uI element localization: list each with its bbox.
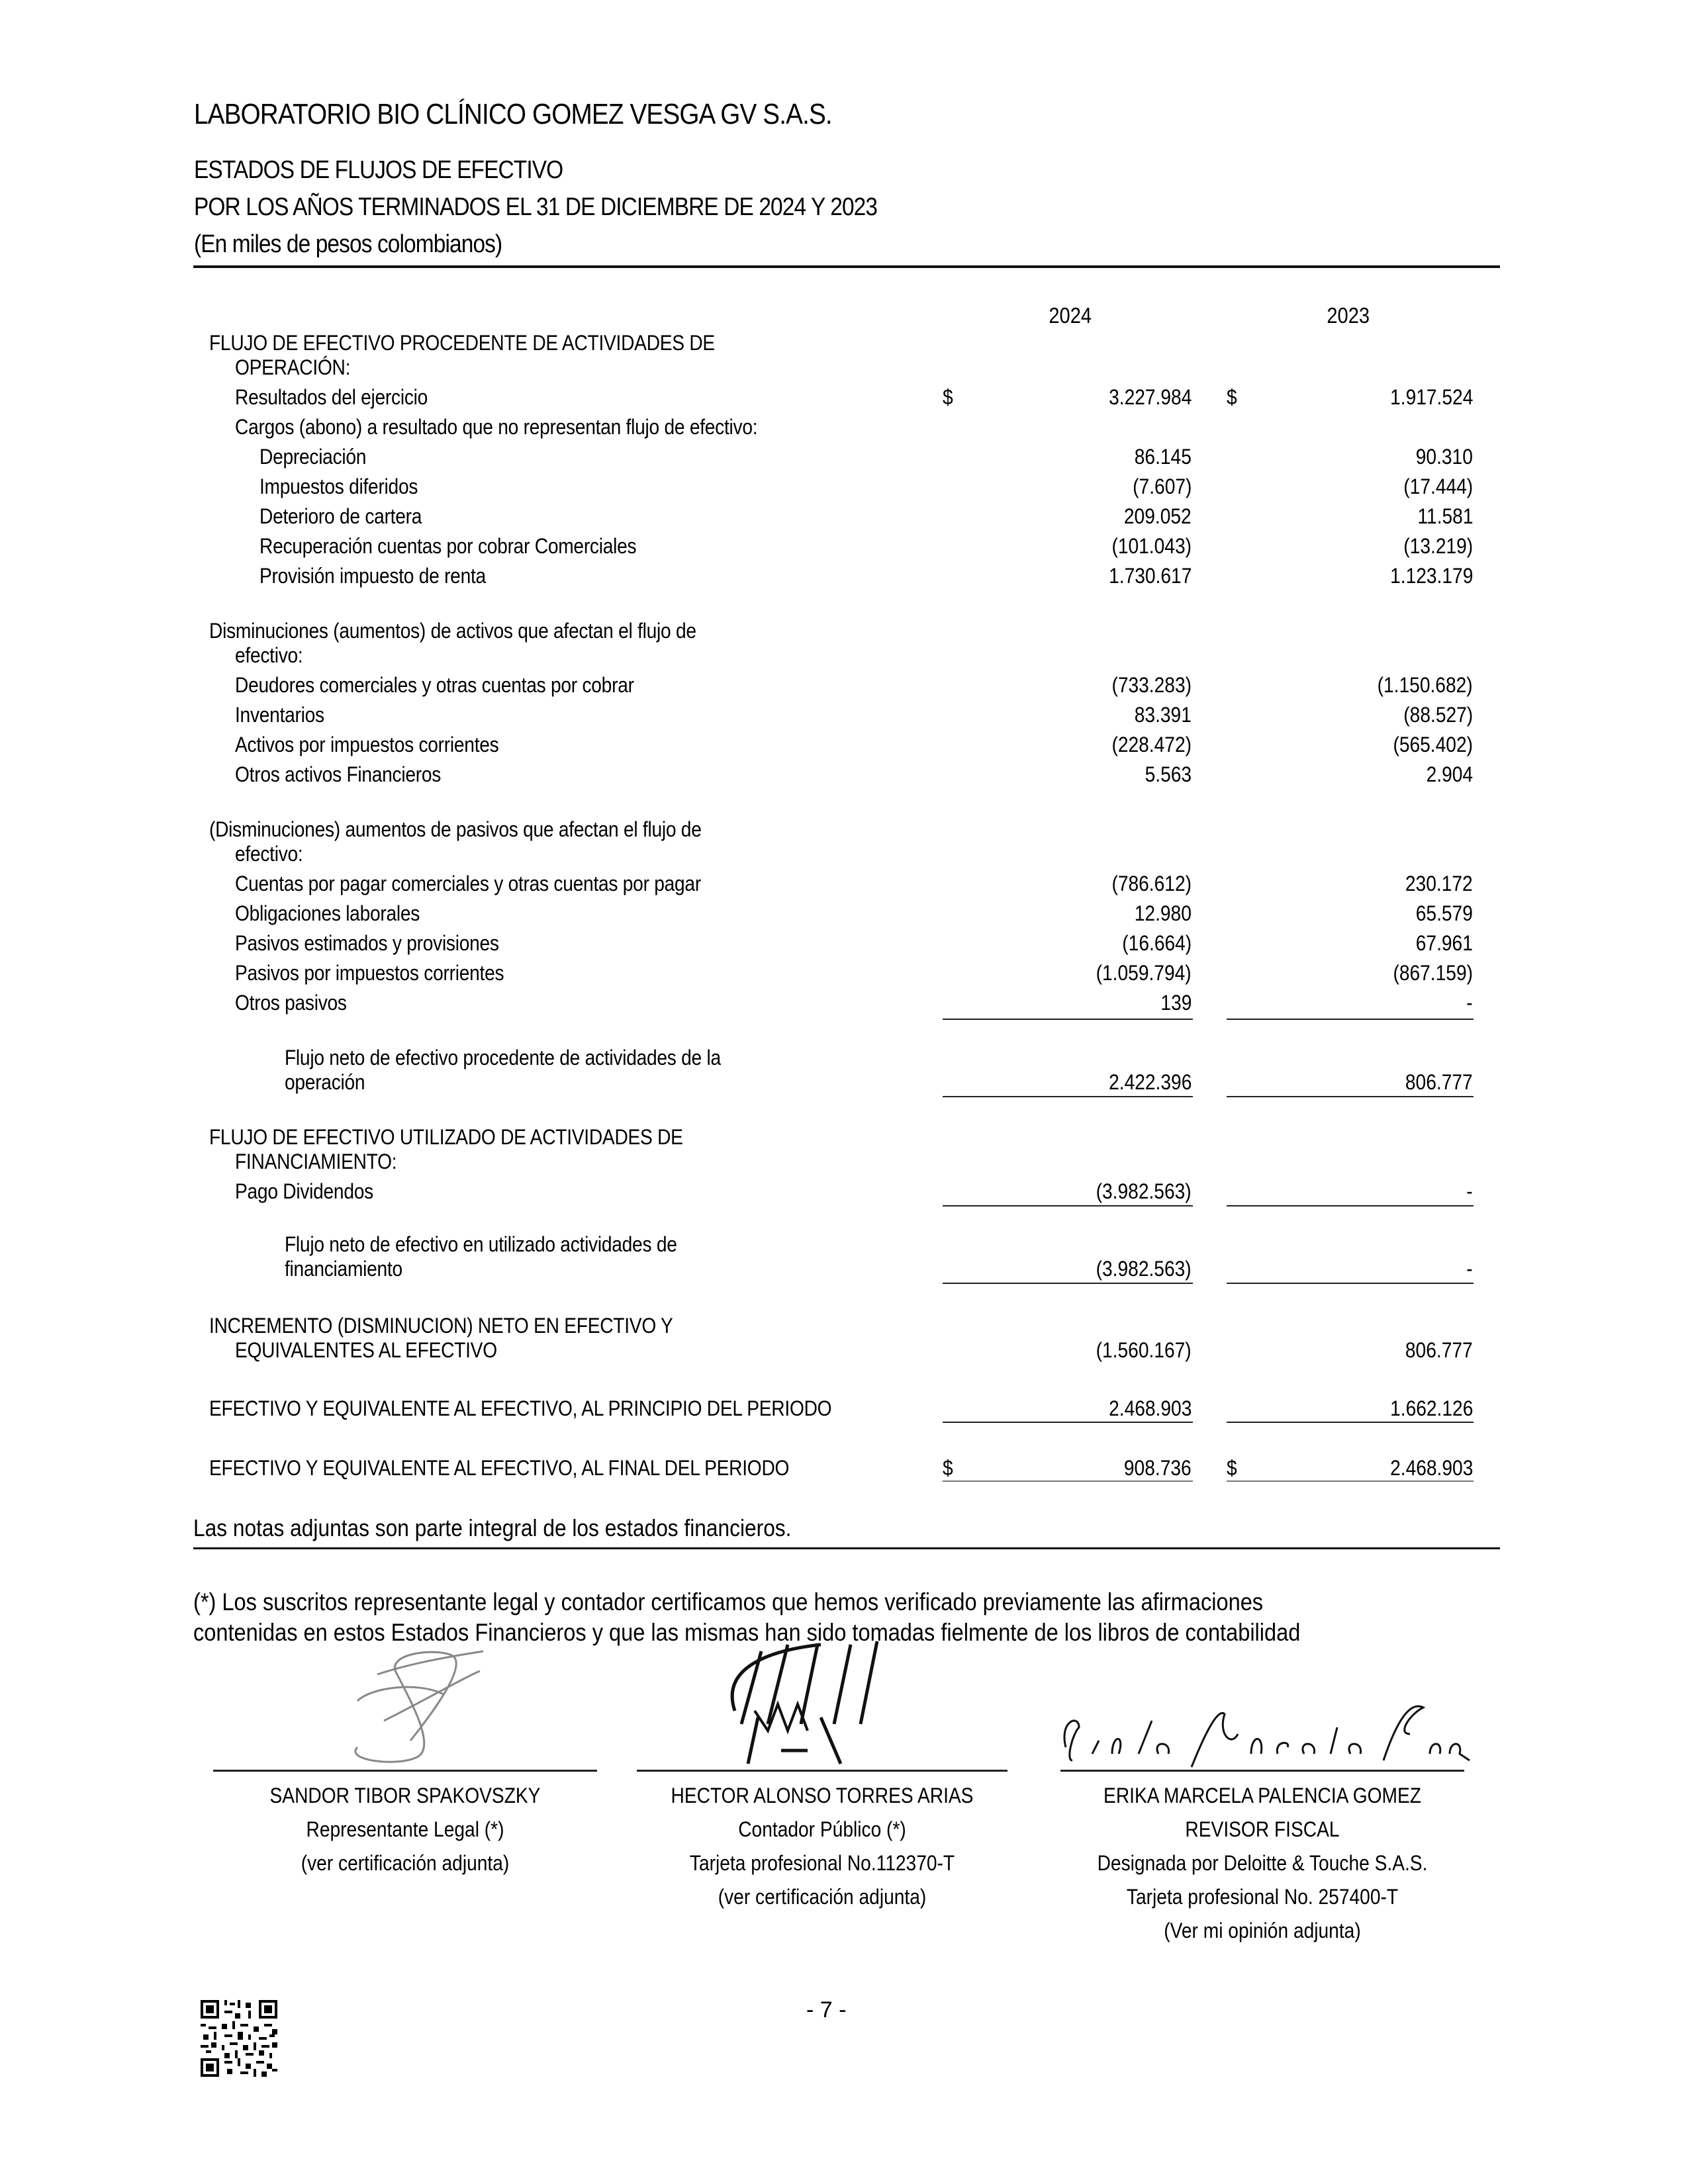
subtotal-underline [943, 1422, 1193, 1423]
subtotal-underline [943, 1019, 1193, 1020]
value-2024: 83.391 [1134, 703, 1192, 727]
table-row [0, 564, 1688, 593]
signatory-detail: Tarjeta profesional No. 257400-T [1126, 1885, 1399, 1909]
column-header-2023: 2023 [1327, 303, 1370, 328]
table-row-increase [0, 1338, 1688, 1367]
increase-label: INCREMENTO (DISMINUCION) NETO EN EFECTIVO Y [209, 1314, 673, 1338]
financing-heading: FLUJO DE EFECTIVO UTILIZADO DE ACTIVIDADES DE [209, 1125, 683, 1149]
value-2024: 2.422.396 [1108, 1070, 1192, 1094]
table-row-dividends [0, 1179, 1688, 1208]
value-2023: (17.444) [1403, 475, 1473, 498]
operating-heading: FLUJO DE EFECTIVO PROCEDENTE DE ACTIVIDADES DE [209, 331, 715, 355]
statement-period: POR LOS AÑOS TERMINADOS EL 31 DE DICIEMBRE DE 2024 Y 2023 [194, 193, 878, 221]
qr-code-icon [200, 2000, 278, 2077]
signatory-detail: (Ver mi opinión adjunta) [1164, 1919, 1361, 1942]
table-row-net-income [0, 385, 1688, 414]
subtotal-underline [1227, 1205, 1474, 1206]
signatory-auditor [1060, 1779, 1464, 1948]
row-label: Deterioro de cartera [259, 504, 422, 528]
value-2024: (7.607) [1132, 475, 1192, 498]
table-row-net-financing [0, 1257, 1688, 1286]
total-underline [1227, 1480, 1474, 1482]
value-2023: - [1466, 991, 1473, 1015]
total-underline [943, 1096, 1193, 1097]
company-name: LABORATORIO BIO CLÍNICO GOMEZ VESGA GV S.A.S. [194, 98, 832, 130]
noncash-heading: Cargos (abono) a resultado que no representan flujo de efectivo: [235, 415, 758, 439]
statement-units: (En miles de pesos colombianos) [194, 230, 502, 258]
row-label: Pasivos por impuestos corrientes [235, 961, 504, 985]
row-label: EFECTIVO Y EQUIVALENTE AL EFECTIVO, AL PRINCIPIO DEL PERIODO [209, 1396, 832, 1420]
value-2024: (1.059.794) [1096, 961, 1192, 985]
value-2023: 2.904 [1426, 762, 1473, 786]
table-row [0, 733, 1688, 762]
currency-symbol: $ [943, 1456, 953, 1480]
signature-auditor-icon [1053, 1694, 1476, 1774]
value-2024: (786.612) [1111, 872, 1192, 895]
value-2024: (228.472) [1111, 733, 1192, 756]
currency-symbol: $ [1227, 385, 1237, 409]
value-2024: (3.982.563) [1096, 1257, 1192, 1281]
liabilities-heading: (Disminuciones) aumentos de pasivos que afectan el flujo de [209, 817, 702, 841]
row-label: Pago Dividendos [235, 1179, 373, 1203]
total-underline [943, 1480, 1193, 1482]
table-row [0, 534, 1688, 563]
statement-title: ESTADOS DE FLUJOS DE EFECTIVO [194, 156, 563, 184]
table-row [0, 703, 1688, 732]
row-label: operación [285, 1070, 365, 1094]
signature-line-legal-rep [213, 1770, 597, 1772]
signatory-legal-rep [213, 1779, 597, 1880]
table-row [0, 991, 1688, 1020]
total-underline [1227, 1283, 1474, 1284]
currency-symbol: $ [943, 385, 953, 409]
value-2023: 806.777 [1405, 1070, 1473, 1094]
value-2023: (13.219) [1403, 534, 1473, 558]
value-2024: 12.980 [1134, 901, 1192, 925]
value-2024: (3.982.563) [1096, 1179, 1192, 1203]
row-label: EFECTIVO Y EQUIVALENTE AL EFECTIVO, AL FINAL DEL PERIODO [209, 1456, 790, 1480]
value-2023: 90.310 [1415, 445, 1473, 469]
value-2023: 230.172 [1405, 872, 1473, 895]
row-label: Pasivos estimados y provisiones [235, 931, 499, 955]
subtotal-underline [943, 1205, 1193, 1206]
assets-heading-cont: efectivo: [235, 643, 303, 667]
signatory-role: REVISOR FISCAL [1185, 1817, 1340, 1841]
table-row [0, 901, 1688, 931]
row-label: EQUIVALENTES AL EFECTIVO [235, 1338, 497, 1362]
row-label: Obligaciones laborales [235, 901, 420, 925]
header-rule [193, 265, 1500, 268]
total-underline [943, 1283, 1193, 1284]
signatory-name: ERIKA MARCELA PALENCIA GOMEZ [1103, 1784, 1421, 1807]
value-2023: (88.527) [1403, 703, 1473, 727]
notes-rule [193, 1547, 1500, 1549]
net-operating-label: Flujo neto de efectivo procedente de actividades de la [285, 1046, 721, 1069]
signature-accountant-icon [708, 1631, 933, 1774]
value-2023: 1.123.179 [1389, 564, 1473, 588]
value-2023: 1.917.524 [1389, 385, 1473, 409]
row-label: Resultados del ejercicio [235, 385, 428, 409]
liabilities-heading-cont: efectivo: [235, 842, 303, 866]
certification-line-2: contenidas en estos Estados Financieros y que las mismas han sido tomadas fielmente de los libros de contabilidad [193, 1619, 1301, 1646]
signatory-accountant [637, 1779, 1008, 1914]
value-2023: 2.468.903 [1389, 1456, 1473, 1480]
value-2024: (101.043) [1111, 534, 1192, 558]
subtotal-underline [1227, 1422, 1474, 1423]
value-2023: 806.777 [1405, 1338, 1473, 1362]
net-financing-label: Flujo neto de efectivo en utilizado actividades de [285, 1232, 677, 1256]
row-label: Recuperación cuentas por cobrar Comerciales [259, 534, 637, 558]
value-2024: 2.468.903 [1108, 1396, 1192, 1420]
column-header-2024: 2024 [1049, 303, 1092, 328]
value-2024: 908.736 [1124, 1456, 1192, 1480]
value-2023: 1.662.126 [1389, 1396, 1473, 1420]
assets-heading: Disminuciones (aumentos) de activos que afectan el flujo de [209, 619, 696, 643]
value-2023: (867.159) [1393, 961, 1473, 985]
row-label: Impuestos diferidos [259, 475, 418, 498]
financing-heading-cont: FINANCIAMIENTO: [235, 1150, 397, 1173]
row-label: Depreciación [259, 445, 367, 469]
table-row [0, 445, 1688, 474]
value-2024: 3.227.984 [1108, 385, 1192, 409]
row-label: Otros activos Financieros [235, 762, 442, 786]
certification-line-1: (*) Los suscritos representante legal y contador certificamos que hemos verificado previamente las afirmaciones [193, 1588, 1264, 1615]
signatory-name: SANDOR TIBOR SPAKOVSZKY [269, 1784, 541, 1807]
value-2024: (16.664) [1122, 931, 1192, 955]
table-row [0, 931, 1688, 960]
value-2024: (1.560.167) [1096, 1338, 1192, 1362]
signatory-detail: (ver certificación adjunta) [301, 1851, 510, 1875]
value-2024: 86.145 [1134, 445, 1192, 469]
row-label: Activos por impuestos corrientes [235, 733, 499, 756]
value-2023: 11.581 [1417, 504, 1473, 528]
row-label: Cuentas por pagar comerciales y otras cuentas por pagar [235, 872, 701, 895]
signature-line-auditor [1060, 1770, 1464, 1772]
table-row-net-operating [0, 1070, 1688, 1099]
value-2023: 67.961 [1415, 931, 1473, 955]
signature-line-accountant [637, 1770, 1008, 1772]
signatory-name: HECTOR ALONSO TORRES ARIAS [671, 1784, 974, 1807]
value-2024: 5.563 [1145, 762, 1192, 786]
signatory-role: Representante Legal (*) [306, 1817, 504, 1841]
value-2024: 209.052 [1124, 504, 1192, 528]
value-2023: (565.402) [1393, 733, 1473, 756]
signatory-detail: Designada por Deloitte & Touche S.A.S. [1097, 1851, 1428, 1875]
subtotal-underline [1227, 1019, 1474, 1020]
value-2023: - [1466, 1179, 1473, 1203]
value-2024: 139 [1160, 991, 1192, 1015]
value-2023: 65.579 [1415, 901, 1473, 925]
table-row [0, 504, 1688, 533]
table-row [0, 762, 1688, 792]
row-label: financiamiento [285, 1257, 402, 1281]
notes-statement: Las notas adjuntas son parte integral de los estados financieros. [193, 1514, 792, 1541]
row-label: Deudores comerciales y otras cuentas por cobrar [235, 673, 634, 697]
page-number: - 7 - [806, 1997, 847, 2023]
signature-legal-rep-icon [318, 1635, 516, 1767]
row-label: Inventarios [235, 703, 324, 727]
value-2023: (1.150.682) [1377, 673, 1473, 697]
value-2024: (733.283) [1111, 673, 1192, 697]
value-2024: 1.730.617 [1108, 564, 1192, 588]
table-row [0, 961, 1688, 990]
signatory-detail: Tarjeta profesional No.112370-T [689, 1851, 955, 1875]
total-underline [1227, 1096, 1474, 1097]
table-row [0, 673, 1688, 702]
row-label: Provisión impuesto de renta [259, 564, 486, 588]
row-label: Otros pasivos [235, 991, 347, 1015]
table-row [0, 475, 1688, 504]
signatory-role: Contador Público (*) [738, 1817, 906, 1841]
value-2023: - [1466, 1257, 1473, 1281]
currency-symbol: $ [1227, 1456, 1237, 1480]
operating-heading-cont: OPERACIÓN: [235, 355, 351, 379]
signatory-detail: (ver certificación adjunta) [718, 1885, 927, 1909]
table-row [0, 872, 1688, 901]
